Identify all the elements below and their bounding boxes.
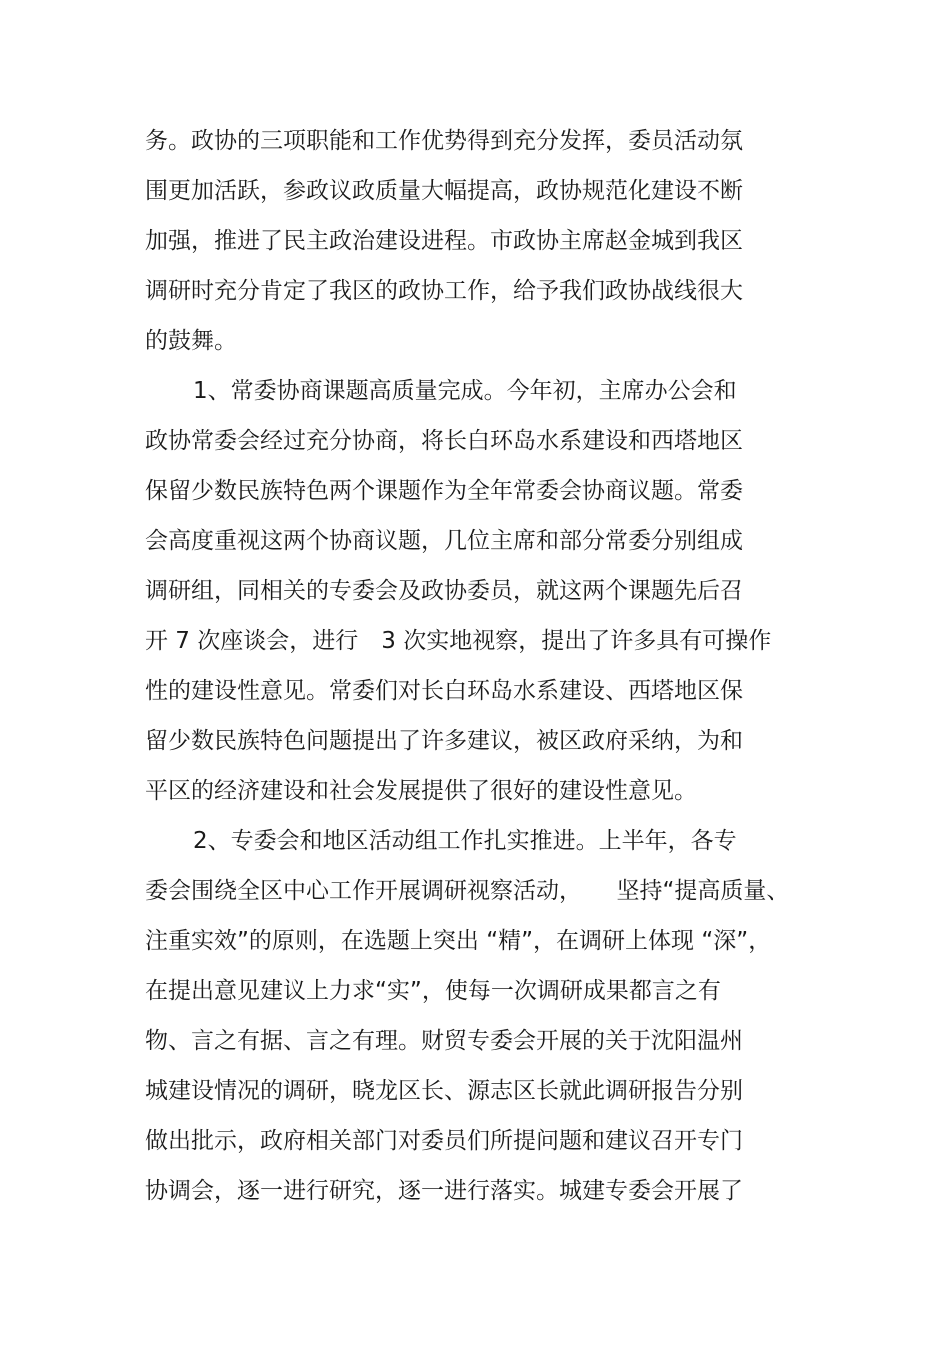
text-line: 务。政协的三项职能和工作优势得到充分发挥，委员活动氛 bbox=[145, 128, 743, 154]
text-line: 委会围绕全区中心工作开展调研视察活动， 坚持“提高质量、 bbox=[145, 878, 790, 904]
text-line: 的鼓舞。 bbox=[145, 328, 237, 354]
text-line: 保留少数民族特色两个课题作为全年常委会协商议题。常委 bbox=[145, 478, 743, 504]
text-line: 开 7 次座谈会，进行 3 次实地视察，提出了许多具有可操作 bbox=[145, 628, 772, 654]
text-line: 物、言之有据、言之有理。财贸专委会开展的关于沈阳温州 bbox=[145, 1028, 743, 1054]
paragraph-first-line: 1、常委协商课题高质量完成。今年初，主席办公会和 bbox=[193, 378, 737, 404]
text-line: 平区的经济建设和社会发展提供了很好的建设性意见。 bbox=[145, 778, 697, 804]
text-line: 会高度重视这两个协商议题，几位主席和部分常委分别组成 bbox=[145, 528, 743, 554]
text-line: 加强，推进了民主政治建设进程。市政协主席赵金城到我区 bbox=[145, 228, 743, 254]
paragraph-first-line: 2、专委会和地区活动组工作扎实推进。上半年，各专 bbox=[193, 828, 737, 854]
text-line: 在提出意见建议上力求“实”，使每一次调研成果都言之有 bbox=[145, 978, 721, 1004]
text-line: 调研组，同相关的专委会及政协委员，就这两个课题先后召 bbox=[145, 578, 743, 604]
text-line: 调研时充分肯定了我区的政协工作，给予我们政协战线很大 bbox=[145, 278, 743, 304]
text-line: 性的建设性意见。常委们对长白环岛水系建设、西塔地区保 bbox=[145, 678, 743, 704]
text-line: 协调会，逐一进行研究，逐一进行落实。城建专委会开展了 bbox=[145, 1178, 743, 1204]
text-line: 做出批示，政府相关部门对委员们所提问题和建议召开专门 bbox=[145, 1128, 743, 1154]
text-line: 城建设情况的调研，晓龙区长、源志区长就此调研报告分别 bbox=[145, 1078, 743, 1104]
text-line: 注重实效”的原则，在选题上突出 “精”，在调研上体现 “深”， bbox=[145, 928, 772, 954]
text-line: 政协常委会经过充分协商，将长白环岛水系建设和西塔地区 bbox=[145, 428, 743, 454]
text-line: 围更加活跃，参政议政质量大幅提高，政协规范化建设不断 bbox=[145, 178, 743, 204]
text-line: 留少数民族特色问题提出了许多建议，被区政府采纳，为和 bbox=[145, 728, 743, 754]
